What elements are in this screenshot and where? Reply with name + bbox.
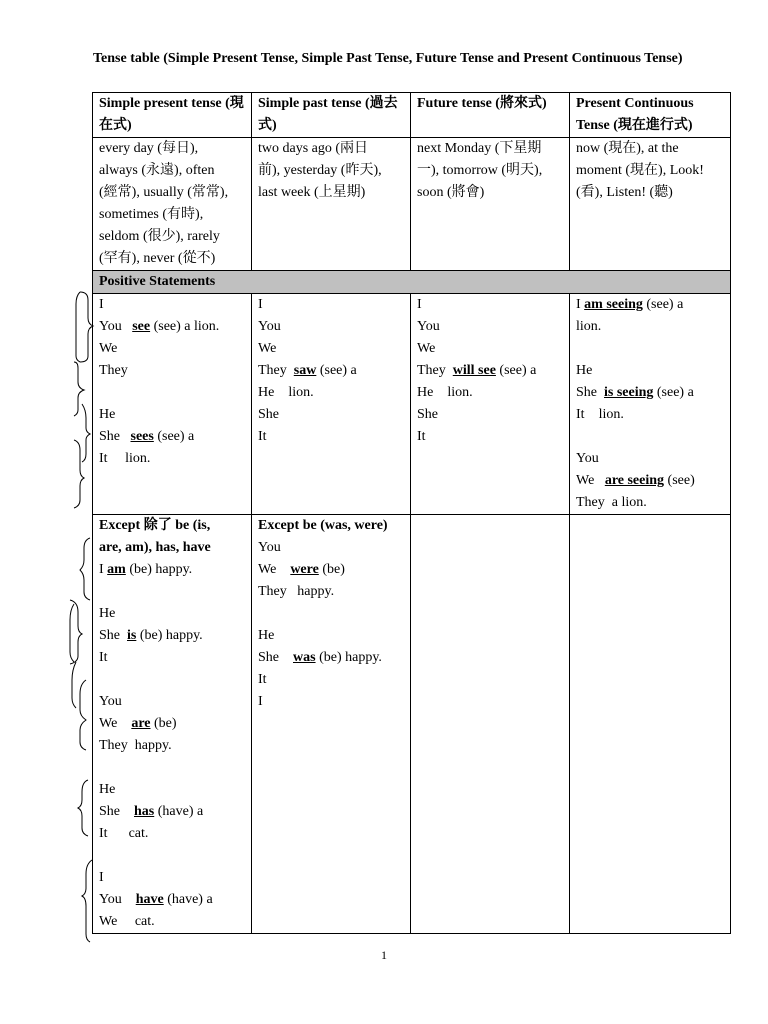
subject: He: [576, 363, 593, 378]
signal-line: every day (每日),: [99, 141, 199, 156]
subject: We: [258, 341, 277, 356]
example-rest: (see) a: [316, 363, 357, 378]
subject: She: [576, 385, 597, 400]
subject: We: [99, 341, 118, 356]
subject: She: [99, 628, 120, 643]
example-rest: (see) a: [495, 363, 537, 378]
subject: She: [258, 650, 279, 665]
signal-line: moment (現在), Look!: [576, 163, 704, 178]
blank-line: [99, 382, 245, 404]
header-simple-past: Simple past tense (過去式): [252, 93, 411, 138]
subject: You: [99, 694, 122, 709]
signal-line: (經常), usually (常常),: [99, 185, 229, 200]
page-number: 1: [381, 948, 387, 962]
verb-were: were: [290, 562, 319, 577]
example-line: [99, 426, 245, 448]
signal-words-past: [252, 138, 411, 271]
subject: They: [258, 584, 287, 599]
example-line: [417, 360, 563, 382]
subject: You: [258, 319, 281, 334]
subject: You: [258, 540, 281, 555]
example-rest: (see) a lion.: [150, 319, 220, 334]
signal-words-row: [93, 138, 731, 271]
verb-is-seeing: is seeing: [604, 385, 654, 400]
example-line: [258, 581, 404, 603]
example-rest: lion.: [447, 385, 473, 400]
example-line: [258, 382, 404, 404]
example-rest: (be): [150, 716, 177, 731]
example-line: [99, 625, 245, 647]
positive-statements-row: [93, 294, 731, 515]
subject: It: [576, 407, 585, 422]
verb-are: are: [131, 716, 151, 731]
example-line: [99, 316, 245, 338]
subject: We: [258, 562, 277, 577]
subject: It: [99, 826, 108, 841]
example-rest: lion.: [576, 319, 602, 334]
subject: He: [258, 385, 275, 400]
signal-line: 前), yesterday (昨天),: [258, 163, 382, 178]
brace-positive-they-to-he: [74, 362, 84, 416]
brace-except-is-left: [70, 604, 74, 662]
subject: They: [99, 738, 128, 753]
subject: I: [99, 562, 104, 577]
example-line: [576, 492, 724, 514]
positive-past-cell: [252, 294, 411, 515]
example-line: [99, 823, 245, 845]
example-rest: a lion.: [611, 495, 647, 510]
example-rest: lion.: [288, 385, 314, 400]
positive-continuous-cell: [570, 294, 731, 515]
verb-are-seeing: are seeing: [604, 473, 665, 488]
blank-line: [576, 426, 724, 448]
verb-sees: sees: [130, 429, 154, 444]
signal-words-present: [93, 138, 252, 271]
subject: They: [576, 495, 605, 510]
example-rest: (have) a: [163, 892, 213, 907]
verb-see: see: [132, 319, 151, 334]
brace-except-am: [80, 538, 90, 600]
example-line: [576, 382, 724, 404]
subject: She: [99, 429, 120, 444]
example-rest: (see): [664, 473, 695, 488]
subject: I: [576, 297, 581, 312]
example-rest: (be) happy.: [136, 628, 203, 643]
signal-line: always (永遠), often: [99, 163, 215, 178]
signal-words-continuous: [570, 138, 731, 271]
example-line: [99, 713, 245, 735]
subject: You: [417, 319, 440, 334]
example-rest: (be): [318, 562, 345, 577]
subject: We: [576, 473, 595, 488]
example-line: [99, 889, 245, 911]
example-rest: (be) happy.: [125, 562, 193, 577]
subject: It: [417, 429, 426, 444]
subject: She: [99, 804, 120, 819]
example-line: [576, 294, 724, 316]
subject: He: [99, 606, 116, 621]
signal-line: (罕有), never (從不): [99, 251, 216, 266]
subject: We: [99, 716, 118, 731]
example-rest: happy.: [134, 738, 172, 753]
brace-except-are: [80, 680, 86, 750]
subject: I: [258, 297, 263, 312]
verb-am: am: [107, 562, 126, 577]
subject: You: [576, 451, 599, 466]
signal-line: 一), tomorrow (明天),: [417, 163, 543, 178]
except-heading: Except be (was, were): [258, 518, 388, 533]
except-future-cell: [411, 515, 570, 934]
subject: I: [99, 297, 104, 312]
brace-positive-he-she-it: [82, 404, 90, 462]
verb-have: have: [135, 892, 164, 907]
verb-is: is: [127, 628, 137, 643]
brace-positive-line-left: [76, 292, 80, 362]
positive-present-cell: [93, 294, 252, 515]
example-rest: cat.: [134, 914, 155, 929]
verb-was: was: [293, 650, 316, 665]
subject: You: [99, 319, 122, 334]
brace-positive-lower: [74, 440, 84, 508]
subject: I: [258, 694, 263, 709]
section-row: [93, 271, 731, 294]
example-line: [258, 559, 404, 581]
subject: She: [258, 407, 279, 422]
brace-except-have: [82, 860, 92, 942]
subject: It: [99, 650, 108, 665]
verb-will-see: will see: [452, 363, 496, 378]
subject: It: [258, 429, 267, 444]
signal-line: now (現在), at the: [576, 141, 679, 156]
example-rest: cat.: [128, 826, 149, 841]
except-continuous-cell: [570, 515, 731, 934]
subject: He: [258, 628, 275, 643]
signal-line: seldom (很少), rarely: [99, 229, 220, 244]
signal-words-future: [411, 138, 570, 271]
blank-line: [99, 581, 245, 603]
example-line: [99, 735, 245, 757]
example-rest: (see) a: [153, 429, 195, 444]
example-rest: (have) a: [154, 804, 204, 819]
signal-line: last week (上星期): [258, 185, 366, 200]
section-positive-statements: Positive Statements: [93, 271, 731, 294]
blank-line: [258, 603, 404, 625]
signal-line: (看), Listen! (聽): [576, 185, 673, 200]
subject: They: [99, 363, 128, 378]
example-rest: happy.: [297, 584, 335, 599]
signal-line: two days ago (兩日: [258, 141, 369, 156]
example-line: [99, 801, 245, 823]
example-line: [576, 404, 724, 426]
signal-line: next Monday (下星期: [417, 141, 542, 156]
except-past-cell: [252, 515, 411, 934]
subject: You: [99, 892, 122, 907]
example-rest: (see) a: [642, 297, 684, 312]
header-present-continuous: Present Continuous Tense (現在進行式): [570, 93, 731, 138]
subject: I: [417, 297, 422, 312]
document-title: Tense table (Simple Present Tense, Simple Past Tense, Future Tense and Present Continuous Tense): [93, 51, 683, 66]
verb-has: has: [134, 804, 155, 819]
signal-line: sometimes (有時),: [99, 207, 204, 222]
subject: He: [417, 385, 434, 400]
subject: He: [99, 407, 116, 422]
example-line: [258, 360, 404, 382]
blank-line: [99, 669, 245, 691]
header-future: Future tense (將來式): [411, 93, 570, 138]
brace-except-has: [78, 780, 88, 836]
subject: It: [258, 672, 267, 687]
brace-except-you-line: [72, 662, 76, 708]
signal-line: soon (將會): [417, 185, 485, 200]
positive-future-cell: [411, 294, 570, 515]
verb-am-seeing: am seeing: [584, 297, 643, 312]
blank-line: [99, 845, 245, 867]
subject: They: [417, 363, 446, 378]
subject: She: [417, 407, 438, 422]
subject: It: [99, 451, 108, 466]
example-line: [417, 382, 563, 404]
header-row: [93, 93, 731, 138]
example-rest: lion.: [125, 451, 151, 466]
example-line: [258, 647, 404, 669]
example-line: [576, 470, 724, 492]
header-simple-present: Simple present tense (現在式): [93, 93, 252, 138]
subject: He: [99, 782, 116, 797]
exceptions-row: [93, 515, 731, 934]
brace-except-is: [70, 600, 82, 664]
verb-saw: saw: [293, 363, 317, 378]
blank-line: [576, 338, 724, 360]
blank-line: [99, 757, 245, 779]
subject: I: [99, 870, 104, 885]
subject: They: [258, 363, 287, 378]
subject: We: [417, 341, 436, 356]
except-heading: Except 除了 be (is,: [99, 518, 211, 533]
tense-table: [92, 92, 731, 934]
example-line: [99, 448, 245, 470]
example-line: [99, 911, 245, 933]
example-rest: (see) a: [653, 385, 694, 400]
except-present-cell: [93, 515, 252, 934]
subject: We: [99, 914, 118, 929]
example-rest: (be) happy.: [315, 650, 382, 665]
except-heading: are, am), has, have: [99, 540, 211, 555]
example-line: [99, 559, 245, 581]
example-rest: lion.: [598, 407, 624, 422]
